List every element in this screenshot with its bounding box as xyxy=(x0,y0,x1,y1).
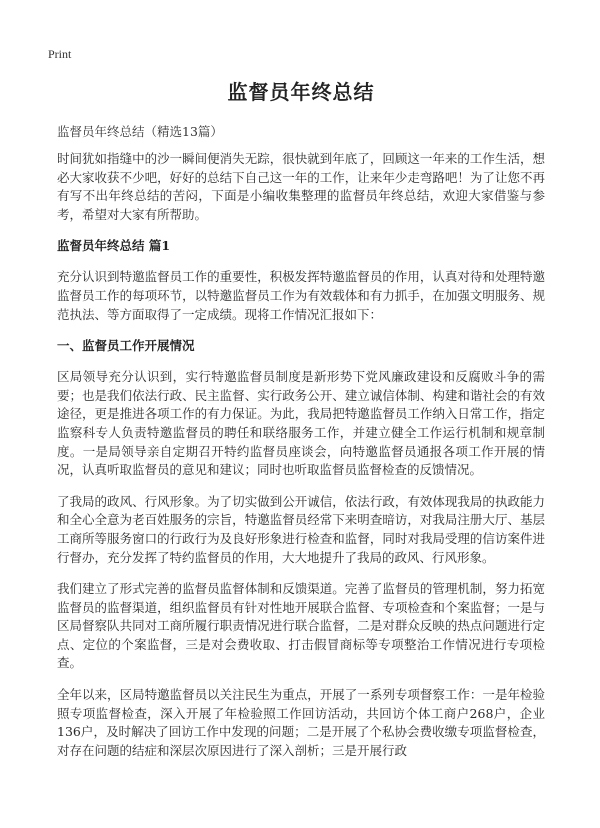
intro-paragraph: 时间犹如指缝中的沙一瞬间便消失无踪，很快就到年底了，回顾这一年来的工作生活，想必大家收获不少吧，好好的总结下自己这一年的工作，让来年少走弯路吧！为了让您不再有写不出年终总结的苦闷，下面是小编收集整理的监督员年终总结，欢迎大家借鉴与参考，希望对大家有所帮助。 xyxy=(57,151,545,222)
article-heading: 监督员年终总结 篇1 xyxy=(57,238,171,254)
document-page xyxy=(57,78,545,773)
print-link[interactable]: Print xyxy=(48,47,72,61)
paragraph-1: 充分认识到特邀监督员工作的重要性，积极发挥特邀监督员的作用，认真对待和处理特邀监督员工作的每项环节，以特邀监督员工作为有效载体和有力抓手，在加强文明服务、规范执法、等方面取得了一定成绩。现将工作情况汇报如下： xyxy=(57,269,545,322)
paragraph-3: 了我局的政风、行风形象。为了切实做到公开诚信，依法行政，有效体现我局的执政能力和全心全意为老百姓服务的宗旨，特邀监督员经常下来明查暗访，对我局注册大厅、基层工商所等服务窗口的行政行为及良好形象进行检查和监督，同时对我局受理的信访案件进行督办，充分发挥了特约监督员的作用，大大地提升了我局的政风、行风形象。 xyxy=(57,493,545,565)
document-subtitle: 监督员年终总结（精选13篇） xyxy=(57,124,223,139)
paragraph-5: 全年以来，区局特邀监督员以关注民生为重点，开展了一系列专项督察工作：一是年检验照专项监督检查，深入开展了年检验照工作回访活动，共回访个体工商户268户，企业136户，及时解决了回访工作中发现的问题；二是开展了个私协会费收缴专项监督检查，对存在问题的结症和深层次原因进行了深入剖析；三是开展行政 xyxy=(57,687,545,758)
paragraph-2: 区局领导充分认识到，实行特邀监督员制度是新形势下党风廉政建设和反腐败斗争的需要；也是我们依法行政、民主监督、实行政务公开、建立诚信体制、构建和谐社会的有效途径，更是推进各项工作的有力保证。为此，我局把特邀监督员工作纳入日常工作，指定监察科专人负责特邀监督员的聘任和联络服务工作，并建立健全工作运行机制和规章制度。一是局领导亲自定期召开特约监督员座谈会，向特邀监督员通报各项工作开展的情况，认真听取监督员的意见和建议；同时也听取监督员监督检查的反馈情况。 xyxy=(57,369,545,478)
page-title: 监督员年终总结 xyxy=(227,80,375,104)
paragraph-4: 我们建立了形式完善的监督员监督体制和反馈渠道。完善了监督员的管理机制，努力拓宽监督员的监督渠道，组织监督员有针对性地开展联合监督、专项检查和个案监督；一是与区局督察队共同对工商所履行职责情况进行联合监督，二是对群众反映的热点问题进行定点、定位的个案监督，三是对会费收取、打击假冒商标等专项整治工作情况进行专项检查。 xyxy=(57,581,545,671)
section-heading: 一、监督员工作开展情况 xyxy=(57,338,195,354)
